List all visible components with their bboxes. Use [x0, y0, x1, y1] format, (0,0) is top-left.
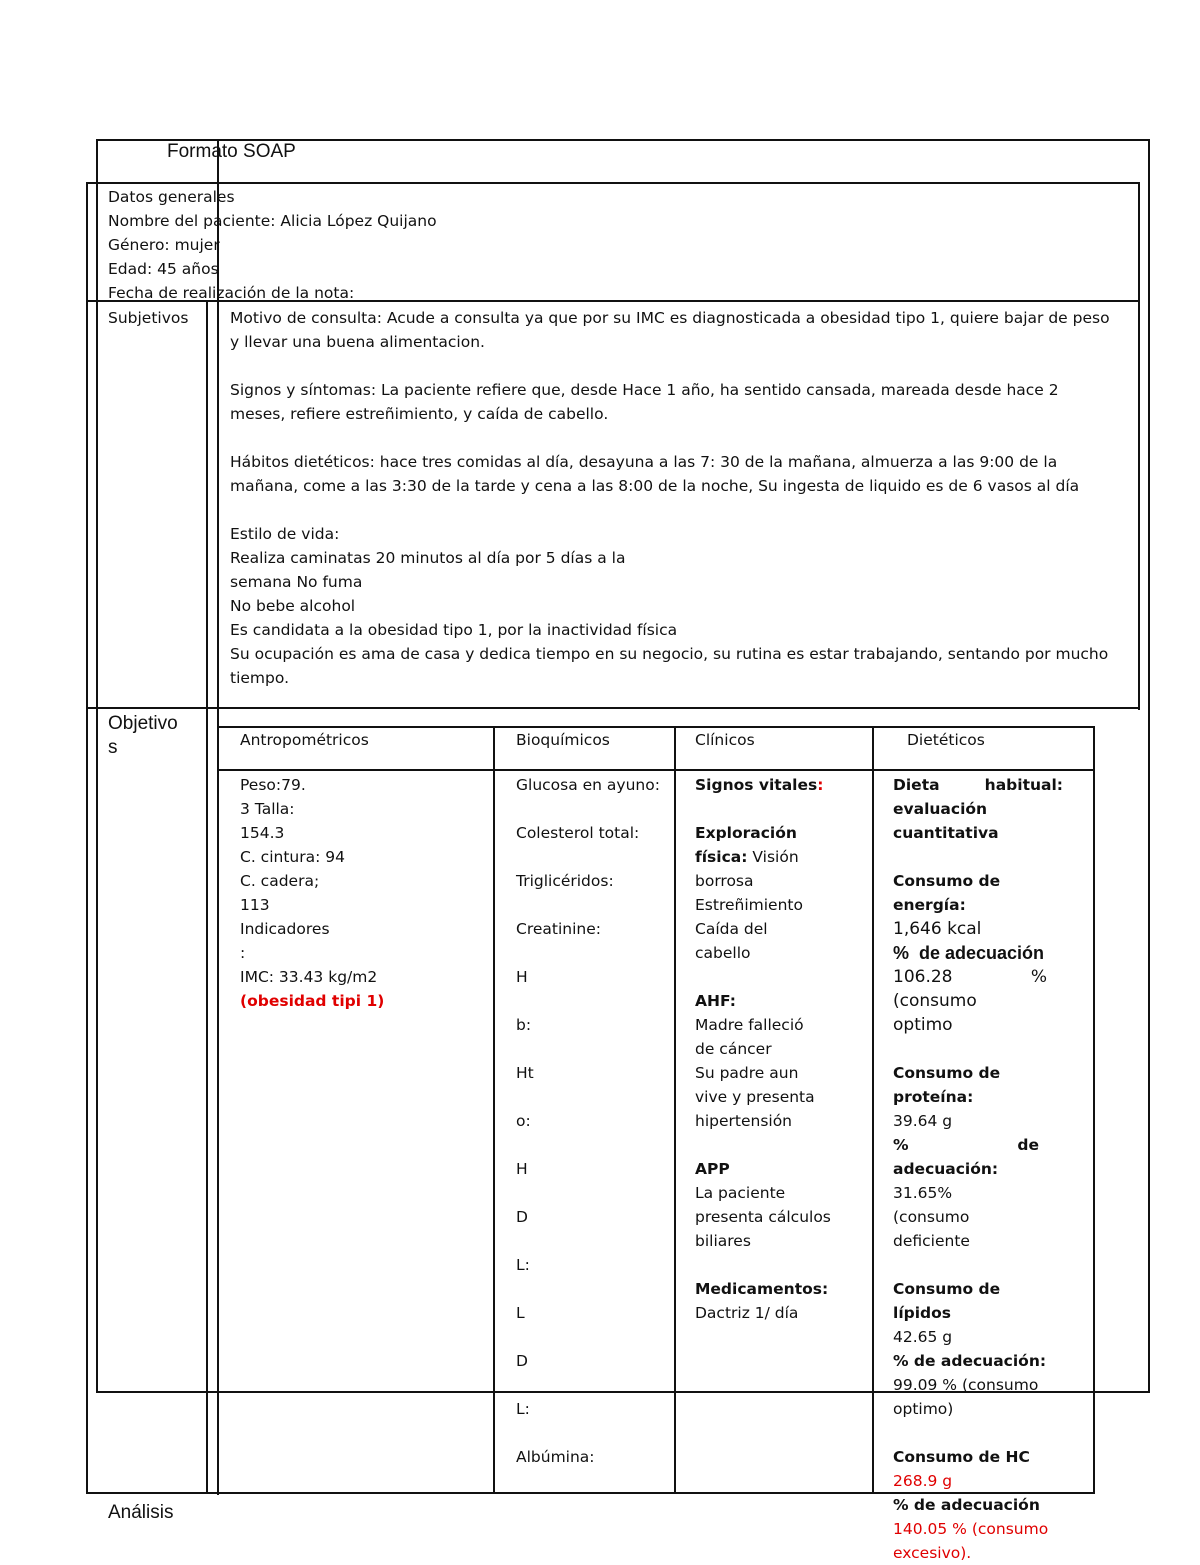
frame-line: [86, 182, 1140, 184]
datos-heading: Datos generales: [108, 188, 235, 206]
text-line: (consumo: [893, 991, 977, 1011]
lab-item: Triglicéridos:: [516, 872, 614, 890]
text-line: Madre falleció: [695, 1016, 804, 1034]
imc-diagnosis: (obesidad tipi 1): [240, 992, 385, 1010]
text-line: Consumo de HC: [893, 1448, 1030, 1466]
text-line: 42.65 g: [893, 1328, 953, 1346]
col-header-clinicos: Clínicos: [695, 731, 755, 749]
estilo-de-vida: [230, 522, 1110, 690]
text-line: La paciente: [695, 1184, 786, 1202]
note-date: Fecha de realización de la nota:: [108, 284, 355, 302]
text-line: 31.65%: [893, 1184, 953, 1202]
text-line: vive y presenta: [695, 1088, 815, 1106]
text-line: excesivo).: [893, 1544, 972, 1562]
clinicos-cell: [695, 773, 831, 1325]
text-line: Exploración: [695, 824, 797, 842]
lab-item: H: [516, 1160, 528, 1178]
lab-item: L:: [516, 1256, 530, 1274]
text-line: % de adecuación: [893, 943, 1045, 963]
text-line: IMC: 33.43 kg/m2: [240, 968, 378, 986]
text-line: Su padre aun: [695, 1064, 799, 1082]
signos-sintomas: [230, 378, 1110, 426]
patient-name: Nombre del paciente: Alicia López Quijano: [108, 212, 437, 230]
subjetivos-label: Subjetivos: [108, 309, 189, 327]
text-line: evaluación: [893, 800, 988, 818]
text-line: borrosa: [695, 872, 754, 890]
lab-item: Glucosa en ayuno:: [516, 776, 660, 794]
text-line: :: [240, 944, 246, 962]
text-line: Dactriz 1/ día: [695, 1304, 799, 1322]
text-line: APP: [695, 1160, 730, 1178]
frame-line: [1138, 182, 1140, 710]
frame-line: [86, 707, 1140, 709]
text-line: de: [1017, 1136, 1039, 1154]
text-line: optimo: [893, 1015, 953, 1035]
text-line: Hábitos dietéticos: hace tres comidas al día, desayuna a las 7: 30 de la mañana, almuerza a las 9:00 de la: [230, 453, 1058, 471]
patient-age: Edad: 45 años: [108, 260, 219, 278]
consumo-hc: [893, 1445, 1063, 1565]
bioquimicos-cell: [516, 773, 660, 1469]
text-line: Consumo de energía:: [893, 872, 1001, 914]
frame-line: [86, 182, 88, 1494]
lab-item: b:: [516, 1016, 532, 1034]
signos-vitales: [695, 773, 831, 797]
habitos-dieteticos: [230, 450, 1110, 498]
text-line: meses, refiere estreñimiento, y caída de cabello.: [230, 405, 609, 423]
lab-item: Colesterol total:: [516, 824, 640, 842]
objetivos-label: [108, 712, 178, 760]
text-line: cuantitativa: [893, 824, 999, 842]
text-line: 113: [240, 896, 270, 914]
frame-line: [493, 726, 495, 1494]
text-line: Dieta: [893, 776, 940, 794]
text-line: 1,646 kcal: [893, 919, 982, 939]
text-line: 106.28: [893, 967, 953, 987]
text-line: habitual:: [984, 776, 1063, 794]
text-line: AHF:: [695, 992, 736, 1010]
lab-item: H: [516, 968, 528, 986]
page-title: Formato SOAP: [167, 141, 296, 162]
text-line: y llevar una buena alimentacion.: [230, 333, 485, 351]
subjetivos-content: [230, 306, 1110, 690]
text-line: 39.64 g: [893, 1112, 953, 1130]
text-line: s: [108, 737, 118, 758]
consumo-lipidos: [893, 1277, 1063, 1421]
consumo-proteina: [893, 1061, 1063, 1253]
text-line: Consumo de proteína:: [893, 1064, 1001, 1106]
dieteticos-cell: [893, 773, 1063, 1565]
frame-line: [1148, 139, 1150, 1393]
text-line: % de adecuación: [893, 1496, 1040, 1514]
text-line: biliares: [695, 1232, 751, 1250]
text-line: hipertensión: [695, 1112, 793, 1130]
text-line: % de adecuación:: [893, 1352, 1047, 1370]
text-line: física:: [695, 848, 748, 866]
text-line: Estilo de vida:: [230, 525, 340, 543]
text-line: Consumo de lípidos: [893, 1280, 1001, 1322]
motivo-consulta: [230, 306, 1110, 354]
frame-line: [206, 300, 208, 1494]
text-line: Realiza caminatas 20 minutos al día por 5 días a la: [230, 549, 626, 567]
analisis-heading: Análisis: [108, 1502, 174, 1523]
frame-line: [218, 769, 1095, 771]
medicamentos: [695, 1277, 831, 1325]
app: [695, 1157, 831, 1253]
text-line: 154.3: [240, 824, 285, 842]
text-line: deficiente: [893, 1232, 970, 1250]
text-line: 3 Talla:: [240, 800, 295, 818]
text-line: mañana, come a las 3:30 de la tarde y cena a las 8:00 de la noche, Su ingesta de liquido es de 6 vasos al día: [230, 477, 1080, 495]
col-header-antropometricos: Antropométricos: [240, 731, 369, 749]
ahf: [695, 989, 831, 1133]
text-line: Peso:79.: [240, 776, 306, 794]
text-line: optimo): [893, 1400, 954, 1418]
text-line: tiempo.: [230, 669, 289, 687]
col-header-dieteticos: Dietéticos: [907, 731, 985, 749]
text-line: :: [817, 776, 824, 794]
lab-item: L: [516, 1304, 525, 1322]
text-line: C. cadera;: [240, 872, 320, 890]
lab-item: L:: [516, 1400, 530, 1418]
text-line: 99.09 % (consumo: [893, 1376, 1039, 1394]
frame-line: [96, 139, 98, 1393]
frame-line: [674, 726, 676, 1494]
text-line: Signos y síntomas: La paciente refiere que, desde Hace 1 año, ha sentido cansada, mareada desde hace 2: [230, 381, 1059, 399]
text-line: Estreñimiento: [695, 896, 803, 914]
dieta-heading: [893, 773, 1063, 845]
text-line: Su ocupación es ama de casa y dedica tiempo en su negocio, su rutina es estar trabajando, sentando por mucho: [230, 645, 1109, 663]
text-line: 268.9 g: [893, 1472, 953, 1490]
text-line: Motivo de consulta: Acude a consulta ya que por su IMC es diagnosticada a obesidad tipo 1, quiere bajar de peso: [230, 309, 1110, 327]
frame-line: [1093, 726, 1095, 1494]
frame-line: [872, 726, 874, 1494]
lab-item: Albúmina:: [516, 1448, 595, 1466]
col-header-bioquimicos: Bioquímicos: [516, 731, 610, 749]
lab-item: D: [516, 1352, 528, 1370]
lab-item: o:: [516, 1112, 531, 1130]
lab-item: D: [516, 1208, 528, 1226]
text-line: adecuación:: [893, 1160, 999, 1178]
text-line: cabello: [695, 944, 751, 962]
text-line: %: [893, 1136, 909, 1154]
text-line: Objetivo: [108, 713, 178, 734]
text-line: C. cintura: 94: [240, 848, 345, 866]
text-line: Signos vitales: [695, 776, 818, 794]
datos-generales: [108, 185, 437, 305]
text-line: presenta cálculos: [695, 1208, 831, 1226]
lab-item: Ht: [516, 1064, 534, 1082]
frame-line: [217, 139, 219, 1495]
text-line: de cáncer: [695, 1040, 772, 1058]
antropometricos-cell: [240, 773, 384, 1013]
consumo-energia: [893, 869, 1063, 1037]
text-line: Caída del: [695, 920, 768, 938]
text-line: Indicadores: [240, 920, 330, 938]
exploracion-fisica: [695, 821, 831, 965]
text-line: (consumo: [893, 1208, 970, 1226]
text-line: semana No fuma: [230, 573, 363, 591]
patient-gender: Género: mujer: [108, 236, 220, 254]
lab-item: Creatinine:: [516, 920, 601, 938]
text-line: Medicamentos:: [695, 1280, 829, 1298]
text-line: Visión: [747, 848, 799, 866]
frame-line: [86, 1492, 218, 1494]
text-line: 140.05 % (consumo: [893, 1520, 1049, 1538]
text-line: Es candidata a la obesidad tipo 1, por la inactividad física: [230, 621, 678, 639]
text-line: %: [1030, 967, 1047, 987]
text-line: No bebe alcohol: [230, 597, 356, 615]
